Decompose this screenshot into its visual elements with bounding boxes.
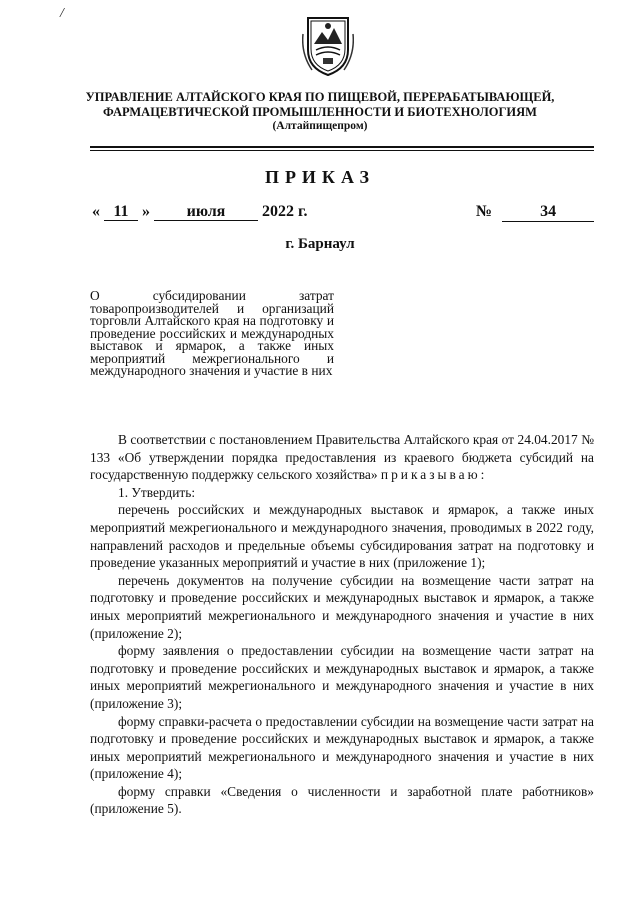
paragraph-list-5: форму справки «Сведения о численности и заработной плате работников» (приложение 5).: [90, 783, 594, 817]
order-number: [476, 203, 594, 222]
paragraph-list-4: форму справки-расчета о предоставлении субсидии на возмещение части затрат на подготовку и проведение российских и международных выставок и ярмарок, а также иных мероприятий межрегионального и международного значения и участие в них (приложение 4);: [90, 713, 594, 782]
number-value: 34: [502, 203, 594, 222]
date-month: июля: [154, 203, 258, 221]
header-rule-thin: [90, 150, 594, 151]
corner-mark: /: [60, 6, 64, 21]
preamble-text: В соответствии с постановлением Правительства Алтайского края от 24.04.2017 № 133 «Об утверждении порядка предоставления из краевого бюджета субсидий на государственную поддержку сельского хозяйства»: [90, 432, 594, 483]
paragraph-list-3: форму заявления о предоставлении субсидии на возмещение части затрат на подготовку и проведение российских и международных выставок и ярмарок, а также иных мероприятий межрегионального и международного значения и участие в них (приложение 3);: [90, 643, 594, 711]
date-close-quote: »: [142, 203, 150, 220]
org-line-1: УПРАВЛЕНИЕ АЛТАЙСКОГО КРАЯ ПО ПИЩЕВОЙ, ПЕРЕРАБАТЫВАЮЩЕЙ,: [85, 90, 555, 104]
order-subject: О субсидировании затрат товаропроизводителей и организаций торговли Алтайского края на подготовку и проведение российских и международных выставок и ярмарок, а также иных мероприятий межрегионального и международного значения и участие в них: [90, 288, 334, 378]
organization-name: [40, 90, 600, 134]
date-year: 2022 г.: [262, 203, 308, 220]
org-line-2: ФАРМАЦЕВТИЧЕСКОЙ ПРОМЫШЛЕННОСТИ И БИОТЕХНОЛОГИЯМ: [103, 104, 537, 119]
paragraph-preamble: [90, 431, 594, 484]
header-rule-thick: [90, 146, 594, 148]
document-title: ПРИКАЗ: [264, 167, 376, 187]
order-body: [90, 431, 594, 818]
paragraph-approve: 1. Утвердить:: [118, 484, 196, 500]
date-day: 11: [104, 203, 138, 221]
number-sign: №: [476, 203, 493, 220]
paragraph-list-1: перечень российских и международных выставок и ярмарок, а также иных мероприятий межрегионального и международного значения, проводимых в 2022 году, направлений расходов и предельные объемы субсидирования затрат на подготовку и проведение указанных мероприятий и участие в них (приложение 1);: [90, 502, 594, 571]
coat-of-arms-emblem: [302, 14, 354, 78]
paragraph-list-2: перечень документов на получение субсидии на возмещение части затрат на подготовку и проведение российских и международных выставок и ярмарок, а также иных мероприятий межрегионального и международного значения и участие в них (приложение 2);: [90, 572, 594, 641]
order-date: [92, 203, 307, 221]
decree-word: приказываю:: [380, 467, 488, 483]
city: г. Барнаул: [285, 236, 355, 252]
org-abbreviation: (Алтайпищепром): [272, 120, 368, 132]
date-open-quote: «: [92, 203, 100, 220]
